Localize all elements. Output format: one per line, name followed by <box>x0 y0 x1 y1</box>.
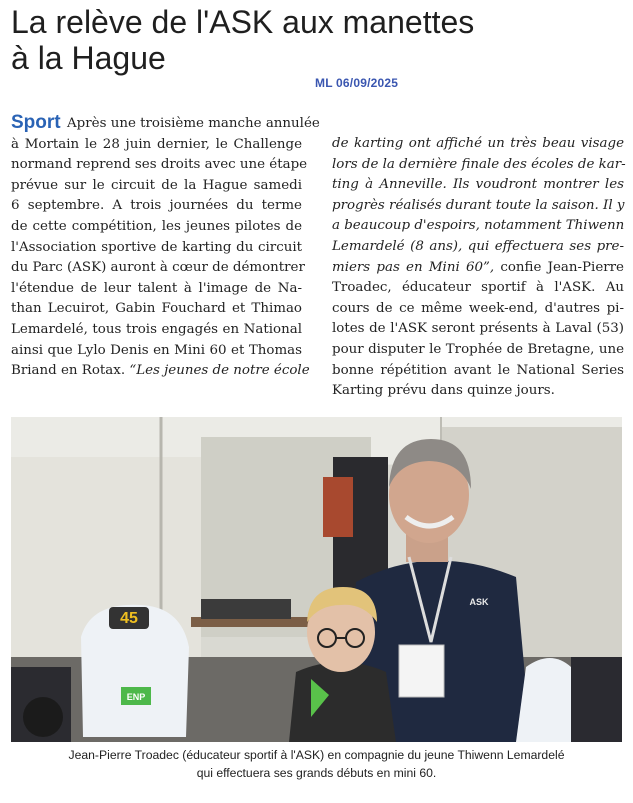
headline-line-2: à la Hague <box>11 40 166 76</box>
text-line-italic: de karting ont affiché un très beau visage <box>332 136 624 151</box>
text-line: Lemardelé, tous trois engagés en National <box>11 321 302 337</box>
text-line: du Parc (ASK) auront à cœur de démontrer <box>11 260 305 276</box>
caption-line-1: Jean-Pierre Troadec (éducateur sportif à l'ASK) en compagnie du jeune Thiwenn Lemardelé <box>68 748 565 762</box>
article-photo <box>11 417 622 742</box>
section-rubric: Sport <box>11 112 61 133</box>
kart-sticker: ENP <box>126 692 146 702</box>
byline-date: ML 06/09/2025 <box>315 76 399 90</box>
text-line: bonne répétition avant le National Series <box>332 362 624 378</box>
text-line: Après une troisième manche annulée <box>67 116 320 131</box>
text-line: lotes de l'ASK seront présents à Laval (53) <box>332 321 624 337</box>
text-line-mixed <box>11 361 310 382</box>
article-headline <box>11 4 611 76</box>
text-line-mixed <box>332 258 624 279</box>
text-plain: confie Jean-Pierre <box>494 259 624 275</box>
quote-start: “Les jeunes de notre école <box>129 363 310 379</box>
caption-line-2: qui effectuera ses grands débuts en mini 60. <box>196 766 437 780</box>
text-line-italic: a beaucoup d'espoirs, notamment Thiwenn <box>332 218 625 234</box>
text-line: Troadec, éducateur sportif à l'ASK. Au <box>332 280 624 296</box>
text-line-italic: progrès réalisés durant toute la saison. Il y <box>332 197 625 213</box>
text-line: cours de ce même week-end, d'autres pi- <box>332 300 624 316</box>
headline-line-1: La relève de l'ASK aux manettes <box>11 4 475 40</box>
shirt-logo: ASK <box>469 597 489 607</box>
text-line: de cette compétition, les jeunes pilotes de <box>11 218 302 234</box>
text-line: 6 septembre. A trois journées du terme <box>11 198 302 214</box>
text-line: ainsi que Lylo Denis en Mini 60 et Thomas <box>11 342 302 358</box>
text-line: pour disputer le Trophée de Bretagne, une <box>332 341 624 357</box>
text-line: l'étendue de leur talent à l'image de Na- <box>11 280 302 296</box>
text-line-italic: Lemardelé (8 ans), qui effectuera ses pre- <box>332 238 624 254</box>
text-line: à Mortain le 28 juin dernier, le Challenge <box>11 136 302 152</box>
photo-scene <box>11 417 622 742</box>
text-line-italic: lors de la dernière finale des écoles de kar- <box>332 156 626 172</box>
kart-number: 45 <box>120 610 138 627</box>
text-line: Karting prévu dans quinze jours. <box>332 383 555 399</box>
text-plain: Briand en Rotax. <box>11 363 126 379</box>
text-line-italic: ting à Anneville. Ils voudront montrer les <box>332 177 624 193</box>
photo-caption <box>11 746 622 782</box>
quote-end: miers pas en Mini 60”, <box>332 259 495 275</box>
article-column-1 <box>11 114 320 382</box>
text-line: than Lecuirot, Gabin Fouchard et Thimao <box>11 301 302 317</box>
article-column-2 <box>332 134 624 402</box>
text-line: prévue sur le circuit de la Hague samedi <box>11 177 302 193</box>
text-line: l'Association sportive de karting du circuit <box>11 239 302 255</box>
text-line: normand reprend ses droits avec une étape <box>11 157 308 173</box>
